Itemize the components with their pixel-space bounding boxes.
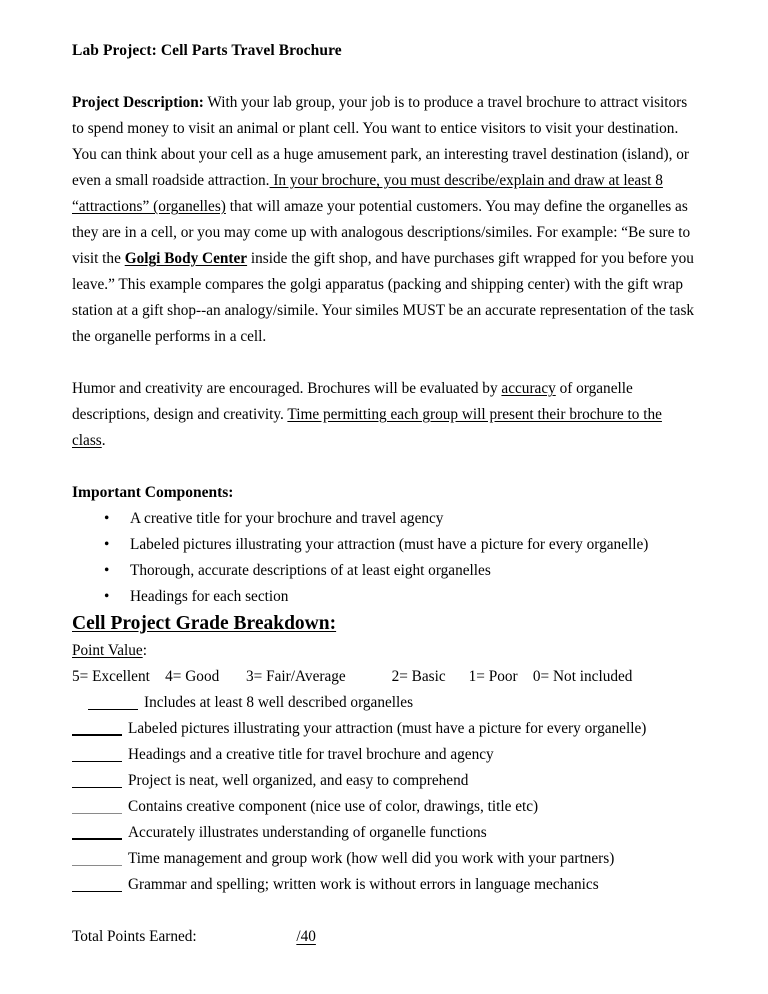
- criteria-row: [72, 716, 696, 742]
- project-description-label: Project Description:: [72, 94, 204, 111]
- score-blank-input[interactable]: [72, 734, 122, 736]
- project-description-paragraph: [72, 90, 696, 350]
- criteria-label: Accurately illustrates understanding of organelle functions: [128, 824, 487, 841]
- total-points-max: /40: [296, 928, 316, 945]
- criteria-row: [72, 820, 696, 846]
- criteria-label: Project is neat, well organized, and easy to comprehend: [128, 772, 469, 789]
- humor-creativity-paragraph: [72, 376, 696, 454]
- spacer: [72, 64, 696, 90]
- score-blank-input[interactable]: [72, 813, 122, 814]
- point-value-label: [72, 638, 696, 664]
- criteria-label: Grammar and spelling; written work is without errors in language mechanics: [128, 876, 599, 893]
- criteria-row: [72, 794, 696, 820]
- spacer: [72, 898, 696, 924]
- list-item: [72, 506, 696, 532]
- list-item-label: A creative title for your brochure and travel agency: [130, 510, 444, 527]
- criteria-row: [72, 872, 696, 898]
- score-blank-input[interactable]: [72, 865, 122, 866]
- criteria-row: [72, 742, 696, 768]
- criteria-label: Contains creative component (nice use of color, drawings, title etc): [128, 798, 539, 815]
- criteria-row: [72, 768, 696, 794]
- project-description-text-3: inside the gift shop, and have purchases gift wrapped for you before you leave.” This example compares the golgi apparatus (packing and shipping center) with the gift wrap station at a gift shop--an analogy/simile. Your similes MUST be an accurate representation of the task the organelle performs in a cell.: [72, 250, 695, 345]
- score-blank-input[interactable]: [72, 787, 122, 788]
- spacer: [72, 350, 696, 376]
- accuracy-emphasis: accuracy: [501, 380, 556, 397]
- criteria-label: Includes at least 8 well described organelles: [144, 694, 414, 711]
- project-description-text-2: that will amaze your potential customers. You may define the organelles as they are in a cell, or you may come up with analogous descriptions/similes. For example: “Be sure to visit the: [72, 198, 691, 267]
- score-blank-input[interactable]: [88, 709, 138, 710]
- important-components-heading: Important Components:: [72, 484, 234, 501]
- score-blank-input[interactable]: [72, 838, 122, 840]
- project-description-text-1: With your lab group, your job is to produce a travel brochure to attract visitors to spend money to visit an animal or plant cell. You want to entice visitors to visit your destination. You can think about your cell as a huge amusement park, an interesting travel destination (island), or even a small roadside attraction.: [72, 94, 689, 189]
- total-points-label: Total Points Earned:: [72, 928, 205, 945]
- criteria-label: Labeled pictures illustrating your attraction (must have a picture for every organelle): [128, 720, 647, 737]
- project-description-underlined-requirement: In your brochure, you must describe/explain and draw at least 8 “attractions” (organelles): [72, 172, 663, 215]
- spacer: [72, 454, 696, 480]
- list-item-label: Thorough, accurate descriptions of at least eight organelles: [130, 562, 491, 579]
- list-item: [72, 558, 696, 584]
- important-components-list: [72, 506, 696, 610]
- grading-scale: 5= Excellent 4= Good 3= Fair/Average 2= Basic 1= Poor 0= Not included: [72, 668, 633, 685]
- grade-breakdown-heading: Cell Project Grade Breakdown:: [72, 613, 337, 634]
- list-item-label: Labeled pictures illustrating your attraction (must have a picture for every organelle): [130, 536, 649, 553]
- list-item: [72, 584, 696, 610]
- presentation-note-emphasis: Time permitting each group will present their brochure to the class: [72, 406, 662, 449]
- list-item-label: Headings for each section: [130, 588, 289, 605]
- total-points-row: [72, 924, 696, 950]
- total-points-input[interactable]: [204, 924, 316, 950]
- list-item: [72, 532, 696, 558]
- golgi-body-center-emphasis: Golgi Body Center: [124, 250, 248, 267]
- humor-text-1: Humor and creativity are encouraged. Brochures will be evaluated by: [72, 380, 502, 397]
- criteria-row: [72, 846, 696, 872]
- criteria-label: Headings and a creative title for travel brochure and agency: [128, 746, 494, 763]
- score-blank-input[interactable]: [72, 761, 122, 762]
- humor-text-2: of organelle descriptions, design and creativity.: [72, 380, 633, 423]
- page-title: Lab Project: Cell Parts Travel Brochure: [72, 42, 342, 59]
- point-value-colon: :: [142, 642, 147, 659]
- point-value-text: Point Value: [72, 642, 143, 659]
- humor-text-3: .: [101, 432, 106, 449]
- score-blank-input[interactable]: [72, 891, 122, 892]
- criteria-row: [72, 690, 696, 716]
- criteria-label: Time management and group work (how well did you work with your partners): [128, 850, 615, 867]
